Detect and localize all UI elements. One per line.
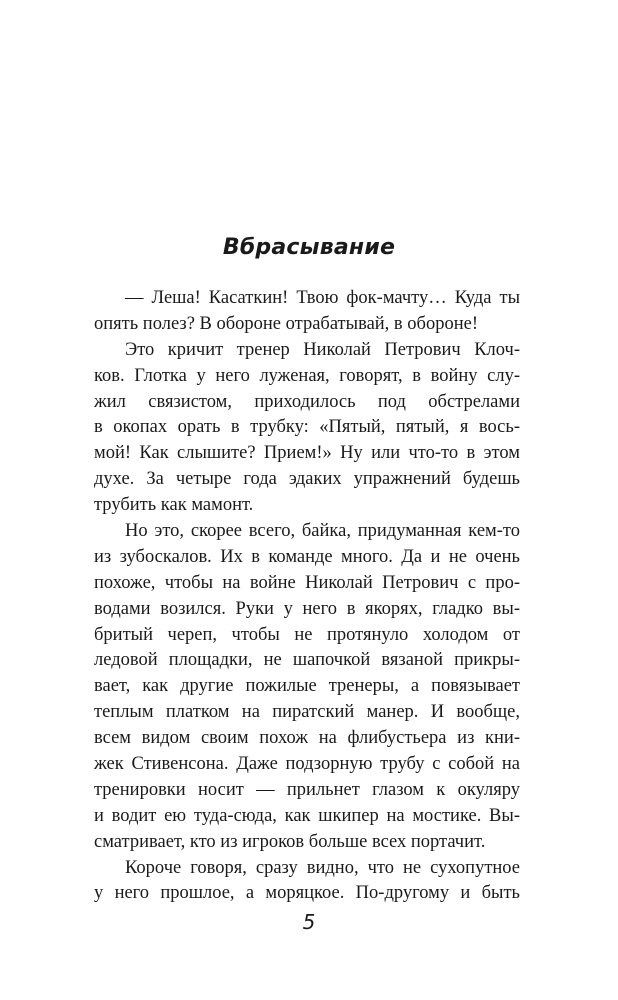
text-line: похоже, чтобы на войне Николай Петрович с про-: [94, 572, 520, 593]
text-line: водами возился. Руки у него в якорях, гладко вы-: [94, 598, 520, 619]
text-line: жек Стивенсона. Даже подзорную трубу с собой на: [94, 754, 520, 775]
text-line: в окопах орать в трубку: «Пятый, пятый, я вось-: [94, 417, 520, 438]
text-line: Но это, скорее всего, байка, придуманная кем-то: [125, 521, 520, 542]
text-line: опять полез? В обороне отрабатывай, в обороне!: [94, 313, 478, 334]
text-line: Это кричит тренер Николай Петрович Клоч-: [125, 339, 520, 360]
paragraph-2: [94, 338, 520, 519]
text-line: тренировки носит — прильнет глазом к окуляру: [94, 779, 520, 800]
page-number: 5: [302, 910, 316, 934]
text-line: и водит ею туда-сюда, как шкипер на мостике. Вы-: [94, 805, 520, 826]
chapter-title: Вбрасывание: [222, 235, 396, 260]
text-line: Короче говоря, сразу видно, что не сухопутное: [125, 857, 520, 878]
text-line: всем видом своим похож на флибустьера из кни-: [94, 728, 520, 749]
text-line: теплым платком на пиратский манер. И вообще,: [94, 702, 520, 723]
text-line: трубить как мамонт.: [94, 495, 254, 516]
paragraph-4: [94, 856, 520, 908]
paragraph-3: [94, 519, 520, 856]
text-line: духе. За четыре года эдаких упражнений будешь: [94, 469, 520, 490]
text-line: жил связистом, приходилось под обстрелами: [94, 391, 520, 412]
paragraph-1: [94, 286, 520, 338]
text-line: из зубоскалов. Их в команде много. Да и не очень: [94, 546, 520, 567]
text-line: мой! Как слышите? Прием!» Ну или что-то в этом: [94, 443, 520, 464]
text-line: сматривает, кто из игроков больше всех портачит.: [94, 831, 486, 852]
body-text: [94, 286, 520, 907]
text-line: — Леша! Касаткин! Твою фок-мачту… Куда ты: [125, 288, 520, 308]
text-line: у него прошлое, а моряцкое. По-другому и быть: [94, 883, 520, 904]
text-line: вает, как другие пожилые тренеры, а повязывает: [94, 676, 520, 697]
text-line: ледовой площадки, не шапочкой вязаной прикры-: [94, 650, 520, 671]
text-line: бритый череп, чтобы не протянуло холодом от: [94, 624, 520, 645]
text-line: ков. Глотка у него луженая, говорят, в войну слу-: [94, 365, 520, 386]
